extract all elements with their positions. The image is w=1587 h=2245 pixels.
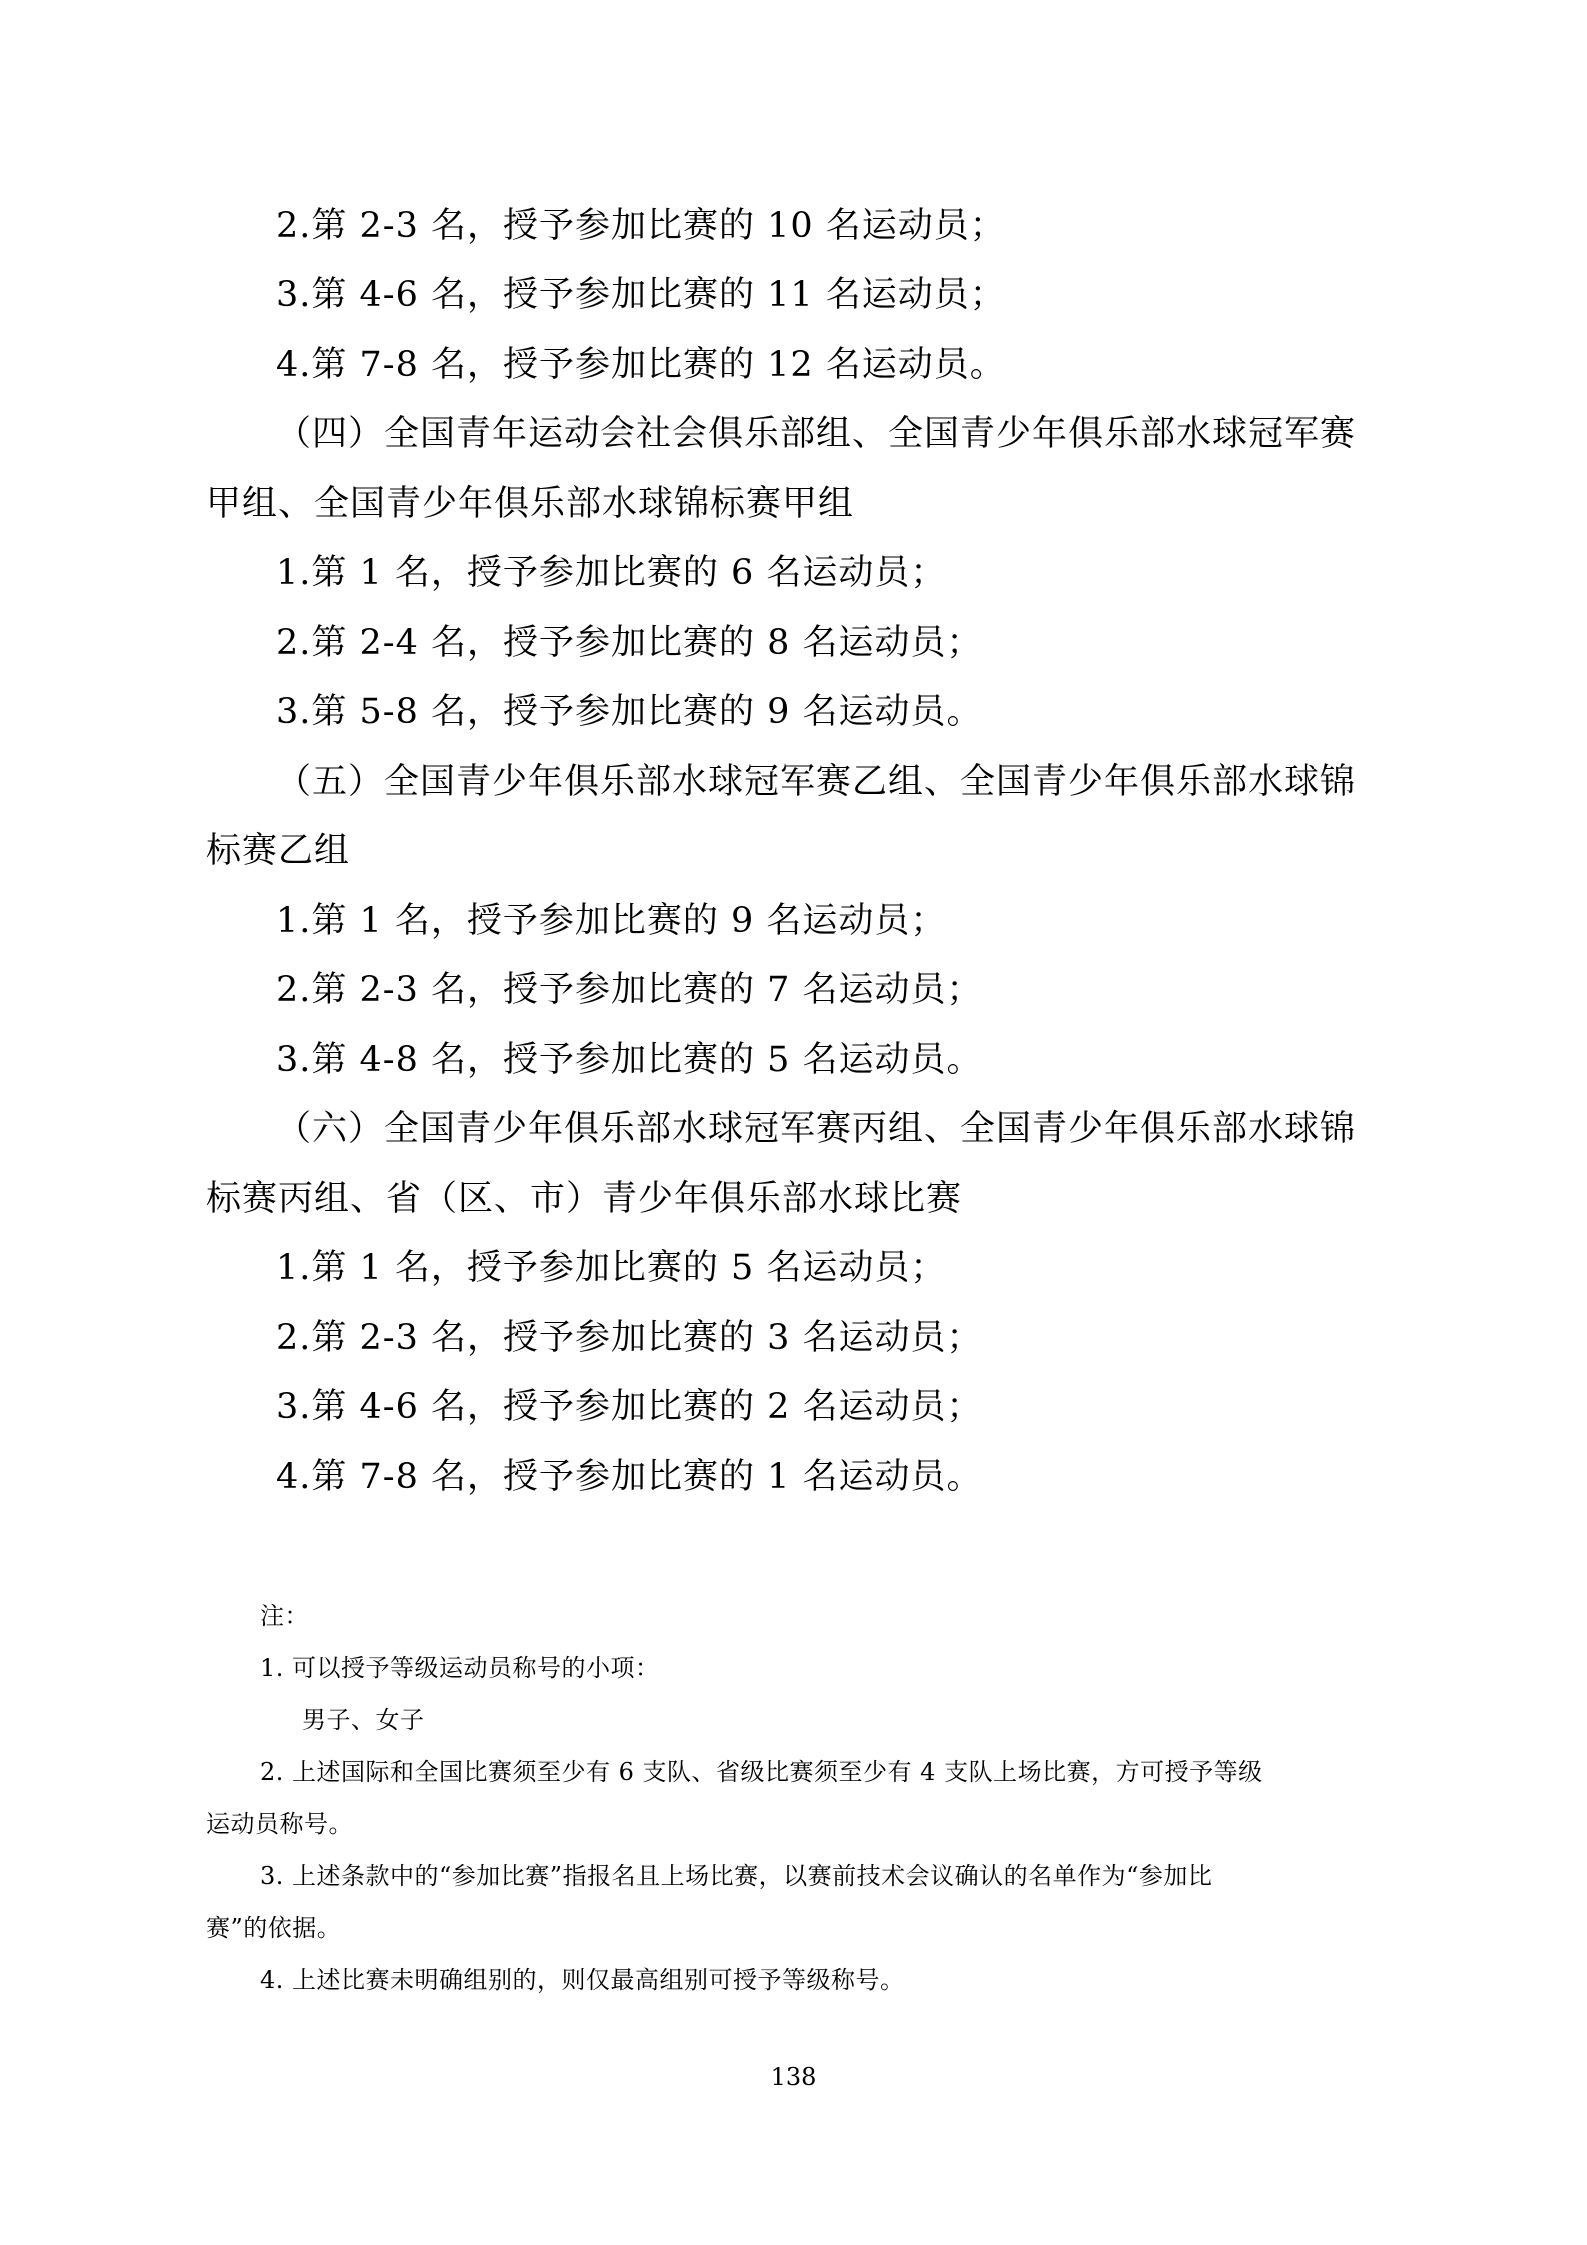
- page-number: 138: [770, 2063, 817, 2091]
- list-item: 3.第 4-8 名，授予参加比赛的 5 名运动员。: [276, 1040, 983, 1080]
- note-item: 3. 上述条款中的“参加比赛”指报名且上场比赛，以赛前技术会议确认的名单作为“参加比: [260, 1862, 1213, 1890]
- note-item: 4. 上述比赛未明确组别的，则仅最高组别可授予等级称号。: [260, 1966, 905, 1994]
- note-item: 2. 上述国际和全国比赛须至少有 6 支队、省级比赛须至少有 4 支队上场比赛，方可授予等级: [260, 1758, 1263, 1786]
- section-heading-continued: 标赛乙组: [206, 831, 351, 871]
- section-heading: （五）全国青少年俱乐部水球冠军赛乙组、全国青少年俱乐部水球锦: [276, 762, 1357, 802]
- note-item-continued: 运动员称号。: [206, 1810, 353, 1838]
- list-item: 4.第 7-8 名，授予参加比赛的 12 名运动员。: [276, 345, 1006, 385]
- section-heading-continued: 标赛丙组、省（区、市）青少年俱乐部水球比赛: [206, 1179, 963, 1219]
- list-item: 2.第 2-3 名，授予参加比赛的 3 名运动员；: [276, 1318, 983, 1358]
- list-item: 4.第 7-8 名，授予参加比赛的 1 名运动员。: [276, 1457, 983, 1497]
- list-item: 3.第 5-8 名，授予参加比赛的 9 名运动员。: [276, 692, 983, 732]
- list-item: 1.第 1 名，授予参加比赛的 6 名运动员；: [276, 553, 947, 593]
- note-item-continued: 赛”的依据。: [206, 1914, 342, 1942]
- note-item: 1. 可以授予等级运动员称号的小项：: [260, 1654, 660, 1682]
- notes-title: 注：: [260, 1602, 309, 1630]
- section-heading: （六）全国青少年俱乐部水球冠军赛丙组、全国青少年俱乐部水球锦: [276, 1109, 1357, 1149]
- list-item: 1.第 1 名，授予参加比赛的 5 名运动员；: [276, 1248, 947, 1288]
- list-item: 2.第 2-4 名，授予参加比赛的 8 名运动员；: [276, 623, 983, 663]
- section-heading-continued: 甲组、全国青少年俱乐部水球锦标赛甲组: [206, 484, 855, 524]
- note-item-detail: 男子、女子: [302, 1706, 425, 1734]
- list-item: 2.第 2-3 名，授予参加比赛的 10 名运动员；: [276, 206, 1006, 246]
- section-heading: （四）全国青年运动会社会俱乐部组、全国青少年俱乐部水球冠军赛: [276, 414, 1357, 454]
- list-item: 2.第 2-3 名，授予参加比赛的 7 名运动员；: [276, 970, 983, 1010]
- list-item: 3.第 4-6 名，授予参加比赛的 11 名运动员；: [276, 275, 1006, 315]
- list-item: 3.第 4-6 名，授予参加比赛的 2 名运动员；: [276, 1387, 983, 1427]
- list-item: 1.第 1 名，授予参加比赛的 9 名运动员；: [276, 901, 947, 941]
